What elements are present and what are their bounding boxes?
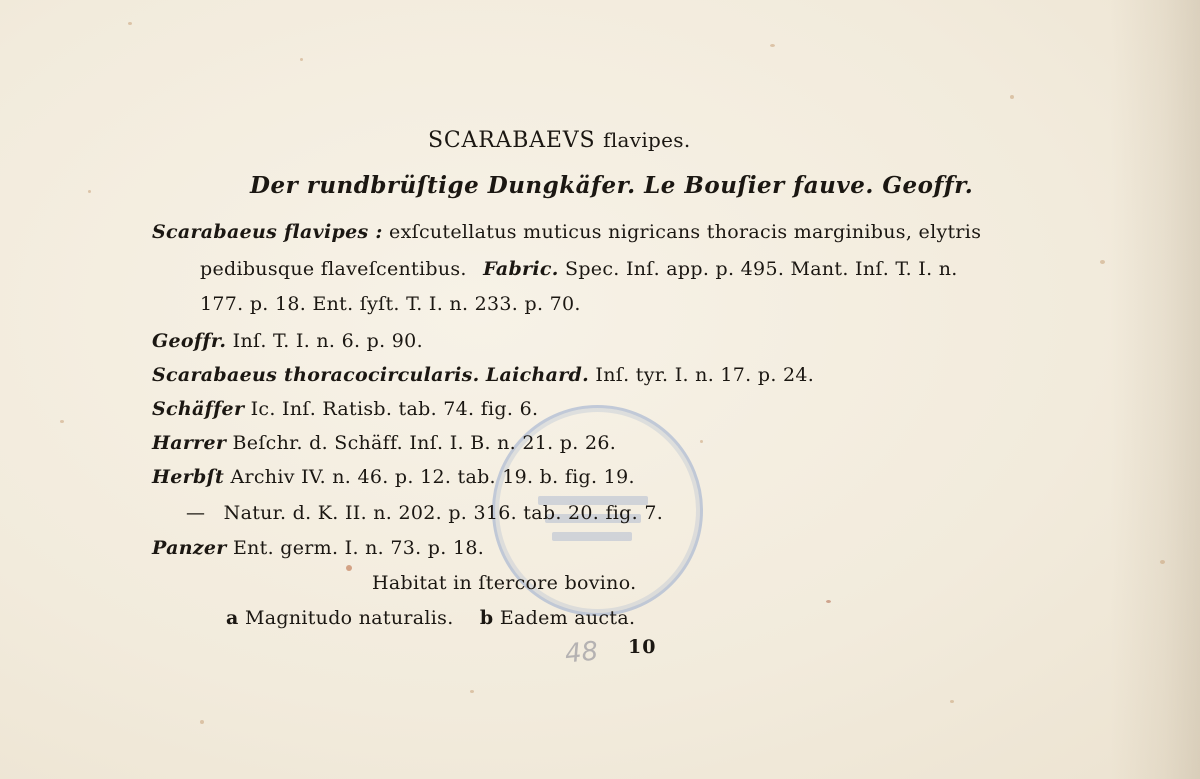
paper-speck (346, 565, 352, 571)
paper-speck (1010, 95, 1014, 99)
page-edge-shadow (1110, 0, 1200, 779)
entry-name: Laichard. (485, 364, 590, 386)
paper-speck (200, 720, 204, 724)
entry-text: Archiv IV. n. 46. p. 12. tab. 19. b. fig. 19. (230, 466, 635, 488)
entry-text: Inſ. T. I. n. 6. p. 90. (232, 330, 423, 352)
entry-text: pedibusque flaveſcentibus. (200, 258, 467, 280)
entry-name: Scarabaeus thoracocircularis. (152, 364, 480, 386)
entry-line (152, 364, 814, 386)
library-stamp-bar (552, 532, 632, 541)
entry-line (152, 221, 981, 243)
entry-name: Fabric. (483, 258, 559, 280)
entry-line (152, 330, 423, 352)
entry-text: 177. p. 18. Ent. ſyſt. T. I. n. 233. p. 70. (200, 293, 581, 315)
figure-text-b: Eadem aucta. (499, 607, 636, 629)
paper-speck (128, 22, 132, 25)
paper-speck (300, 58, 303, 61)
paper-speck (826, 600, 831, 603)
figure-label-a: a (226, 607, 239, 629)
page-title (428, 128, 691, 153)
entry-name: Herbſt (152, 466, 225, 488)
paper-speck (60, 420, 64, 423)
habitat-line: Habitat in ſtercore bovino. (372, 572, 637, 594)
entry-name: Geoffr. (152, 330, 227, 352)
entry-line (186, 502, 663, 524)
common-names: Der rundbrüſtige Dungkäfer. Le Bouſier fauve. Geoffr. (250, 172, 974, 199)
entry-text: Natur. d. K. II. n. 202. p. 316. tab. 20. fig. 7. (223, 502, 664, 524)
figure-note (226, 607, 635, 629)
entry-line (152, 398, 538, 420)
paper-speck (950, 700, 954, 703)
entry-name: Scarabaeus flavipes : (152, 221, 383, 243)
paper-speck (1160, 560, 1165, 564)
paper-speck (1100, 260, 1105, 264)
entry-line (152, 432, 616, 454)
entry-line (200, 258, 958, 280)
title-species: flavipes. (603, 128, 691, 152)
entry-text: Inſ. tyr. I. n. 17. p. 24. (595, 364, 815, 386)
page-number: 10 (628, 636, 657, 658)
entry-text: exſcutellatus muticus nigricans thoracis marginibus, elytris (389, 221, 982, 243)
handwritten-note: 48 (563, 636, 600, 670)
entry-name: Schäffer (152, 398, 245, 420)
figure-text-a: Magnitudo naturalis. (244, 607, 454, 629)
entry-line (152, 537, 484, 559)
entry-text: Spec. Inſ. app. p. 495. Mant. Inſ. T. I. n. (565, 258, 958, 280)
entry-dash: — (186, 502, 206, 524)
entry-text: Ent. germ. I. n. 73. p. 18. (232, 537, 485, 559)
entry-line (152, 466, 635, 488)
paper-speck (88, 190, 91, 193)
paper-speck (700, 440, 703, 443)
entry-name: Harrer (152, 432, 227, 454)
entry-text: Ic. Inſ. Ratisb. tab. 74. fig. 6. (250, 398, 539, 420)
figure-label-b: b (479, 607, 494, 629)
entry-name: Panzer (152, 537, 227, 559)
title-genus: SCARABAEVS (428, 128, 596, 153)
entry-line (200, 293, 581, 315)
entry-text: Beſchr. d. Schäff. Inſ. I. B. n. 21. p. 26. (232, 432, 617, 454)
paper-speck (770, 44, 775, 47)
paper-speck (470, 690, 474, 693)
